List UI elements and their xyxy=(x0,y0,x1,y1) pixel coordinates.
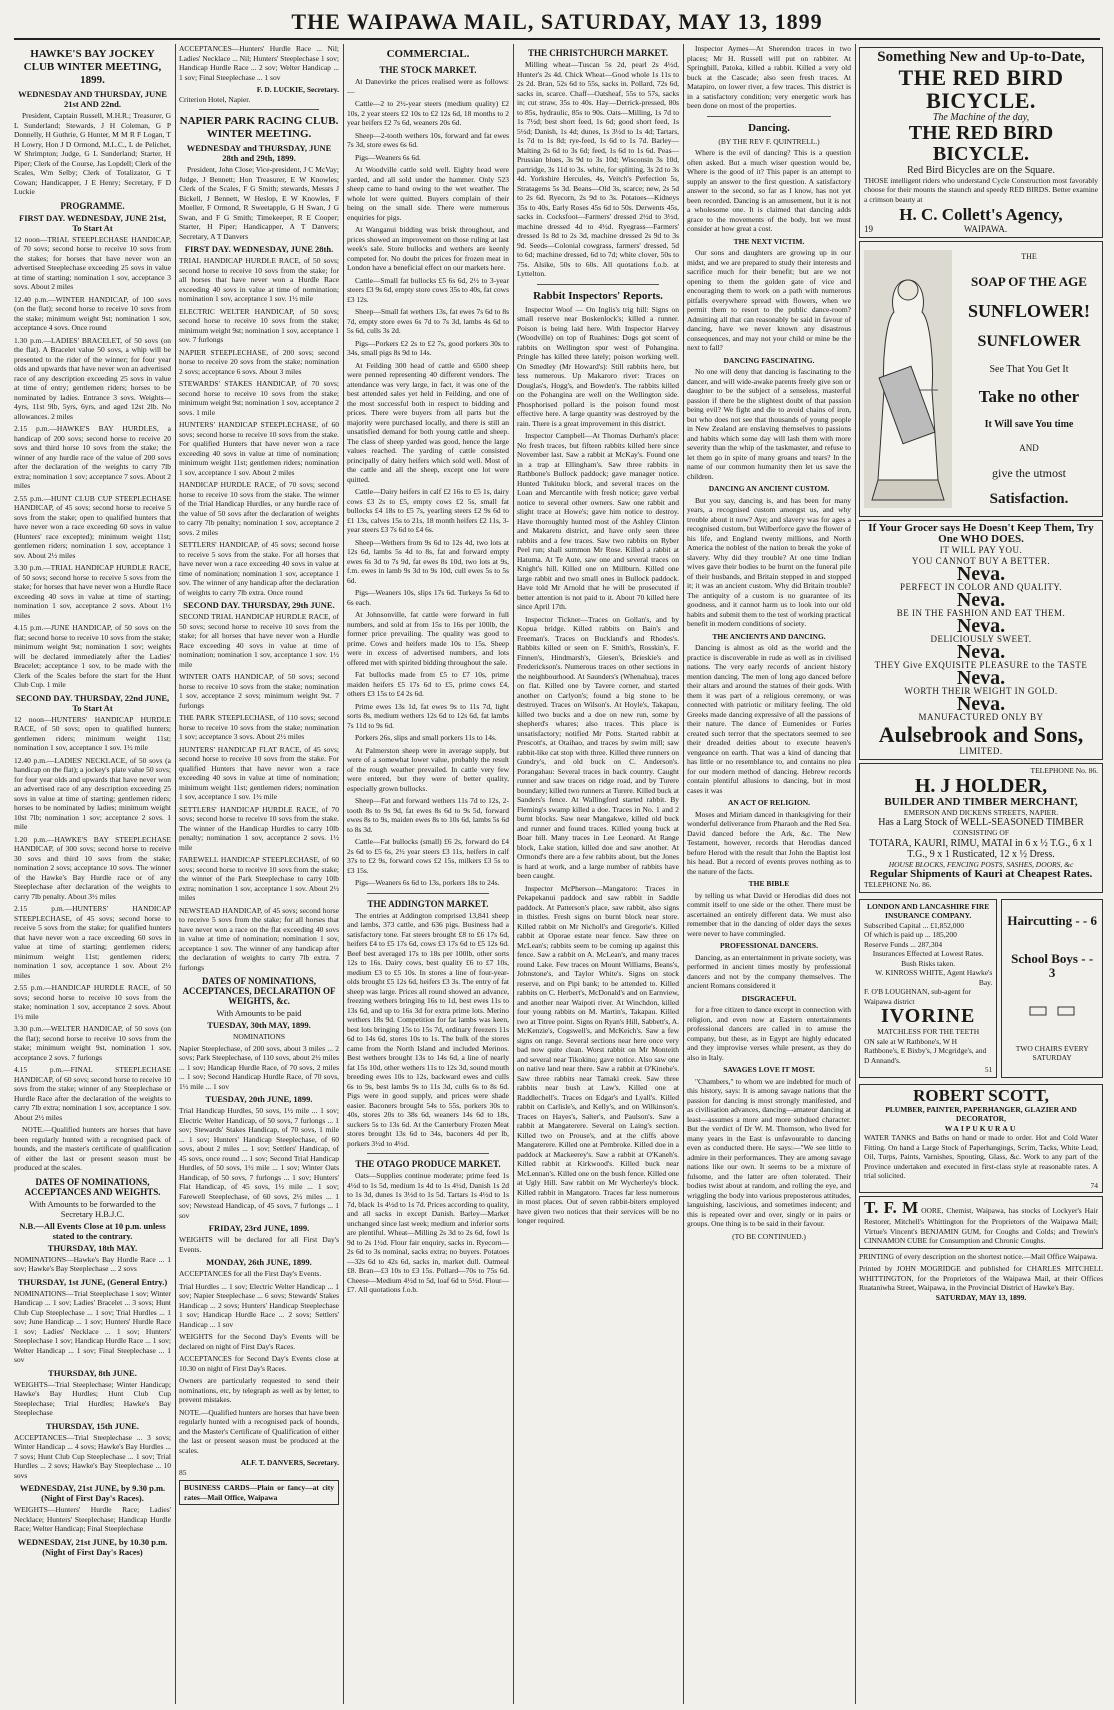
column-rule xyxy=(343,44,344,1704)
soap-brand: SUNFLOWER! xyxy=(967,300,1090,321)
insurance-paid: Of which is paid up ... 185,200 xyxy=(864,930,957,940)
dancing-heading: Dancing. xyxy=(748,121,790,134)
race-entry: ELECTRIC WELTER HANDICAP, of 50 sovs; second horse to receive 10 sovs from the stake; minimum weight 9st; nomination 1 sov, acceptance 1 sov. 7 furlongs xyxy=(179,306,339,344)
subheading: DANCING FASCINATING. xyxy=(723,355,815,365)
paragraph: Inspector Woof — On Inglis's trig hill: Signs on small reserve near Boskenlock's; killed a runner. Poison is being laid here. With Inspector Harvey (Woodville) on top of Ruahines: Dogs got scent of rabbits on Wellington spur west of Pohangina. Pringle has killed three lately; poison working well. On Smedley (Mr Howard's): Still rabbits here, but less numerous. Up Makaroro river: Traces on Douglas's, Hogg's, and Bowden's. The rabbits killed on the Pohangina are well on the Wellington side. Phosphorised pollard is the poison found most effective here. A large quantity was destroyed by the rain. There is a great improvement in this district. xyxy=(517,304,679,428)
race-entry: 12 noon—HUNTERS' HANDICAP HURDLE RACE, of 50 sovs; open to qualified hunters; gentlemen riders; minimum weight 11st; nomination 1 sov, acceptance 1 sov. 1½ mile xyxy=(14,714,171,752)
soap-tagline: See That You Get It xyxy=(989,364,1069,376)
race-entry: HANDICAP HURDLE RACE, of 70 sovs; second horse to receive 10 sovs from the stake. The winner of the Trial Handicap Hurdles, or any hurdle race of the value of 50 sovs after the declaration of weights to carry 7lb penalty; nomination 1 sov, acceptance 2 sovs. 2 miles xyxy=(179,480,339,537)
paragraph: Prime ewes 13s 1d, fat ewes 9s to 11s 7d, light sorts 8s, medium wethers 12s 6d to 12s 6d, fat lambs 7s 11d to 9s 6d. xyxy=(347,701,509,730)
neva-tagline: IT WILL PAY YOU. xyxy=(939,545,1023,556)
otago-heading: THE OTAGO PRODUCE MARKET. xyxy=(355,1159,501,1169)
acceptances-list: Trial Hurdles ... 1 sov; Electric Welter Handicap ... 1 sov; Napier Steeplechase ... 6 sovs; Stewards' Stakes Handicap ... 2 sovs; Hunters' Handicap Steeplechase 1 sov; Handicap Hurdle Race ... 2 sovs; Settlers' Handicap ... 1 sov xyxy=(179,1281,339,1329)
acceptances-note: ACCEPTANCES for all the First Day's Events. xyxy=(179,1269,322,1278)
paragraph: Moses and Miriam danced in thanksgiving for their wonderful deliverance from Pharaoh and the Red Sea. David danced before the Ark, &c. The New Testament, however, records that Herodias danced before Herod with the result that John the Baptist lost his head. But a record of events proves nothing as to the nature of the facts. xyxy=(687,809,851,876)
commercial-heading: COMMERCIAL. xyxy=(386,48,470,60)
scott-trade: PLUMBER, PAINTER, PAPERHANGER, GLAZIER AND DECORATOR, xyxy=(885,1104,1077,1124)
race-entry: WINTER OATS HANDICAP, of 50 sovs; second horse to receive 10 sovs from the stake; nomination 1 sov, acceptance 2 sovs; minimum weight 9st. 7 furlongs xyxy=(179,672,339,710)
neva-tagline: WORTH THEIR WEIGHT IN GOLD. xyxy=(904,686,1058,697)
nb-note: N.B.—All Events Close at 10 p.m. unless stated to the contrary. xyxy=(19,1220,166,1241)
paragraph: Sheep—Wethers from 9s 6d to 12s 4d, two lots at 12s 6d, lambs 5s 4d to 8s, fat and forward empty ewes 6s 3d to 7s 9d, fat ewes 8s 10d, two lots at 9s, f.m. ewes in lamb 9s 3d to 9s 10d, cull ewes 5s to 5s 6d. xyxy=(347,537,509,585)
race-entry: STEWARDS' STAKES HANDICAP, of 70 sovs; second horse to receive 10 sovs from the stake; minimum weight 9st; nomination 1 sov, acceptance 2 sovs. 1 mile xyxy=(179,379,339,417)
column-4 xyxy=(517,44,679,1704)
holder-address: EMERSON AND DICKENS STREETS, NAPIER. xyxy=(903,807,1059,817)
paragraph: At Danevirke the prices realised were as follows:— xyxy=(347,77,509,96)
date-heading: MONDAY, 26th JUNE, 1899. xyxy=(206,1257,312,1267)
paragraph: Sheep—Small fat wethers 13s, fat ewes 7s 6d to 8s 7d, empty store ewes 6s 7d to 7s 3d, lambs 4s 6d to 5s 6d, culls 3s 2d. xyxy=(347,307,509,335)
neva-brand: Neva. xyxy=(956,693,1006,716)
paragraph: Cattle—Fat bullocks (small) £6 2s, forward do £4 2s 6d to £5 6s, 2½ year steers £3 11s, heifers in calf 37s to £2 9s, forward cows £2 15s, milkers £3 5s to £3 15s. xyxy=(347,837,509,875)
paragraph: Pigs—Weaners 6s 6d. xyxy=(355,152,421,162)
paragraph: Cattle—2 to 2½-year steers (medium quality) £2 10s, 2 year steers £2 10s to £2 12s 6d, 18 months to 2 year heifers £2 7s 6d, weaners 20s 6d. xyxy=(347,99,509,127)
paragraph: Cattle—Small fat bullocks £5 6s 6d, 2½ to 3-year steers £3 9s 6d, empty store cows 35s to 40s, fat cows £3 12s. xyxy=(347,275,509,304)
paragraph: Porkers 26s, slips and small porkers 11s to 14s. xyxy=(355,733,497,742)
programme-heading: PROGRAMME. xyxy=(60,200,125,211)
paragraph: No one will deny that dancing is fascinating to the dancer, and will wide-awake parents freely give son or daughter to be the subject of a senseless, masterful passion if there be the slightest doubt of that passion being evil? We fight and die to avoid chains of iron, but who does not see that thousands of young people in New Zealand are enslaving themselves to passions and habits which some day will lash them with more severity than the whip of the taskmaster, and refuse to let them go in spite of many groans and tears? In the name of our common humanity then let us save the children. xyxy=(687,367,851,481)
red-bird-bicycle-ad xyxy=(859,47,1103,238)
secretary-signature: ALF. T. DANVERS, Secretary. xyxy=(240,1458,339,1467)
race-entry: TRIAL HANDICAP HURDLE RACE, of 50 sovs; second horse to receive 10 sovs from the stake; for all horses that have never won a Hurdle Race exceeding 40 sovs in value at time of nomination; nomination 1 sov, acceptance 1 sov. 1½ mile xyxy=(179,256,339,303)
divider xyxy=(367,1153,489,1154)
race-entry: 12 noon—TRIAL STEEPLECHASE HANDICAP, of 70 sovs; second horse to receive 10 sovs from the stakes; for horses that have never won an advertised Steeplechase exceeding 25 sovs in value at time of starting; nomination 1 sov, acceptance 3 sovs. About 2 miles xyxy=(14,234,171,291)
stock-market-heading: THE STOCK MARKET. xyxy=(379,65,477,75)
date-heading: FRIDAY, 23rd JUNE, 1899. xyxy=(208,1223,310,1233)
soap-tagline: AND xyxy=(1019,443,1039,454)
race-entry: 3.30 p.m.—WELTER HANDICAP, of 50 sovs (on the flat); second horse to receive 10 sovs from the stake; minimum weight 9st, nomination 1 sov, acceptance 2 sovs. 7 furlongs xyxy=(14,1024,171,1062)
paragraph: Our sons and daughters are growing up in our midst, and we are prepared to study their interests and sacrifice much for their benefit; but are we not opening to them the golden gate of vice and encouraging them to work on a path with numerous pitfalls everywhere spread with flowers, when we permit them to resort to the public dance-room? Admitting all that can reasonably be said in favour of dancing, have we never known any disastrous consequences, and may not your child or mine be the next to fall? xyxy=(687,248,851,352)
agency-town: WAIPAWA. xyxy=(963,224,1008,235)
holder-trade: BUILDER AND TIMBER MERCHANT, xyxy=(884,795,1078,808)
hotel-address: Criterion Hotel, Napier. xyxy=(179,94,251,104)
continued-note: (TO BE CONTINUED.) xyxy=(732,1231,806,1241)
date-heading: THURSDAY, 18th MAY. xyxy=(47,1242,138,1253)
jockey-club-dates: WEDNESDAY AND THURSDAY, JUNE 21st AND 22nd. xyxy=(18,89,167,109)
printing-ad: PRINTING of every description on the shortest notice.—Mail Office Waipawa. xyxy=(859,1251,1098,1261)
paragraph: Inspector Campbell—At Thomas Durham's place: No fresh traces, but fifteen rabbits killed here since November last. Saw a rabbit at McKay's. Found one in a trap at Ellingham's. Saw three rabbits in Rathbone's Bullock paddock; gave manager notice. Hunted Tukituku block, and several traces on the Loan and Mercantile with fresh notice; gave verbal notice to several other owners. Saw one rabbit and slight trace at Howe's; gave him notice to destroy. Have thoroughly hunted most of the Ashley Clinton and Makaretu district, and have only seen three rabbits and a few traces. Saw two rabbits on Ryber Peel run; shall summon Mr Rose. Killed a rabbit at Hatuma. At Te Aute, saw one and several traces on Knight's hill. Killed one on Millburn. Killed one large rabbit and two small ones in Bullock paddock. Have told Mr Arnold that he will be prosecuted if better attention is not paid to it. About 70 killed here since April 17th. xyxy=(517,431,679,611)
paragraph: Cattle—Dairy heifers in calf £2 16s to £5 1s, dairy cows £3 2s to £5, empty cows £2 5s, small fat bullocks £4 18s to £5 7s, yearling steers £2 9s 6d to £1 13s, calves 15s to 21s, 18 month heifers £2 11s, 3-year steers £3 7s 6d to £4 6s. xyxy=(347,487,509,534)
neva-brand: Neva. xyxy=(956,615,1006,638)
telephone: TELEPHONE No. 86. xyxy=(1030,766,1098,776)
dates-nominations-heading: DATES OF NOMINATIONS, ACCEPTANCES AND WEIGHTS. xyxy=(24,1176,161,1197)
byline: (BY THE REV F. QUINTRELL.) xyxy=(718,136,820,146)
race-entry: THE PARK STEEPLECHASE, of 110 sovs; second horse to receive 10 sovs from the stake; nomination 1 sov; acceptance 3 sovs. About 2½ miles xyxy=(179,713,339,741)
race-entry: HUNTERS' HANDICAP FLAT RACE, of 45 sovs; second horse to receive 10 sovs from the stake. For qualified Hunters that have never won a race exceeding 40 sovs in value at time of nomination; minimum weight 11st; gentlemen riders; nomination 1 sov, acceptance 1 sov. 1½ mile xyxy=(179,744,339,801)
neva-tagline: BE IN THE FASHION AND EAT THEM. xyxy=(896,608,1066,619)
owners-note: Owners are particularly requested to send their nominations, etc, by telegraph as well as by letter, to prevent mistakes. xyxy=(179,1376,339,1404)
rabbit-inspectors-heading: Rabbit Inspectors' Reports. xyxy=(533,289,663,302)
neva-headline: If Your Grocer says He Doesn't Keep Them, Try One WHO DOES. xyxy=(868,522,1094,546)
paragraph: Inspector Tickner—Traces on Gollan's, and by Kopua bridge. Killed rabbits on Bain's and Freeman's. Traces on Buckland's and Rhodes's. Rabbits killed or seen on F. Smith's, Rosskin's, F. Finnen's, Hindmarsh's, Giesen's, Brieskie's and Frederickson's. Numerous traces on other sections in the neighbourhood. At Saunders's (Whenahua), traces on flat. Killed one by Tavere corner, and started another on Carlyon's; found a big stone to be destroyed. Traces on Wilson's. At Hoyle's, Takapau, killed two bucks and a doe on new run, some by shepherd's whares; also traces. This place is unsatisfactory; notified Mr Potts. Started rabbit at Prescott's, at Otaihao, and traces by swim mill; saw rabbit-like cat stop with three. Killed three runners on Gundry's, and old buck on C. Anderson's. Porangahau: Several traces in back country. Caught runner and saw traces on ridge road, and by Turere boundary; killed two runners at Turere. Killed buck at Sanders's fence. At Wallingford started rabbit. By Fleming's swamp killed a doe. Traces in No. 1 and 2 burnt blocks. Saw near Mangakwe, killed old buck and runner and found traces. Killed young buck at Boar hill. Many traces in Lee Leonard. At Range block, Lake station, killed doe and saw another. At Ormond's there are a few rabbits about, but the Jones is hard at work, and a large number of rabbits have been caught. xyxy=(517,614,679,880)
column-6-ads xyxy=(859,44,1103,1704)
race-entry: 12.40 p.m.—LADIES' NECKLACE, of 50 sovs (a handicap on the flat); a jockey's plate value 50 sovs; for four year olds and upwards that have never won an advertised race of any description exceeding 25 sovs in value at time of starting; gentlemen riders; horses to be nominated by ladies; minimum weight 10st 7lb; nomination 1 sov; acceptance 2 sovs. 1 mile xyxy=(14,755,171,831)
soap-tagline: Satisfaction. xyxy=(989,490,1069,507)
race-entry: 1.30 p.m.—LADIES' BRACELET, of 50 sovs (on the flat). A Bracelet value 50 sovs, a whip will be presented to the rider of the winner; for four year olds and upwards that have never won an advertised race of any description exceeding 25 sovs in value at time of entry; gentlemen riders; horses to be nominated by ladies. Entrance 3 sovs. Weights—4yrs, 11st 9lb, 5yrs, 6yrs, and aged 12st 2lb. No allowances. 2 miles xyxy=(14,335,171,421)
divider xyxy=(707,116,831,117)
napier-park-dates: WEDNESDAY and THURSDAY, JUNE 28th and 29th, 1899. xyxy=(186,143,332,163)
race-entry: HUNTERS' HANDICAP STEEPLECHASE, of 60 sovs; second horse to receive 10 sovs from the stake. For qualified Hunters that have never won a race exceeding 40 sovs in value at time of nomination; minimum weight 11st; gentlemen riders; nomination 1 sov, acceptance 1 sov. About 2 miles xyxy=(179,420,339,477)
weights-list: WEIGHTS—Hunters' Hurdle Race; Ladies' Necklace; Hunters' Steeplechase; Handicap Hurdle Race; Welter Handicap; Final Steeplechase xyxy=(14,1505,171,1533)
subheading: PROFESSIONAL DANCERS. xyxy=(720,941,818,950)
date-heading: TUESDAY, 30th MAY, 1899. xyxy=(207,1020,311,1030)
barber-note: TWO CHAIRS EVERY SATURDAY xyxy=(1015,1043,1089,1063)
neva-tagline: YOU CANNOT BUY A BETTER. xyxy=(911,556,1051,567)
date-heading: THURSDAY, 15th JUNE. xyxy=(46,1420,139,1431)
imprint-date: SATURDAY, MAY 13, 1899. xyxy=(935,1292,1027,1302)
column-1 xyxy=(14,44,171,1704)
race-entry: 4.15 p.m.—FINAL STEEPLECHASE HANDICAP, of 60 sovs; second horse to receive 10 sovs from the stake; winner of any Steeplechase or Hurdle Race after the declaration of the weights to carry 7lb extra; nomination 1 sov, acceptance 1 sov. About 2½ miles xyxy=(14,1065,171,1122)
ad-code: 74 xyxy=(1090,1180,1098,1190)
insurance-agent: W. KINROSS WHITE, Agent Hawke's Bay. xyxy=(875,968,993,987)
column-5 xyxy=(687,44,851,1704)
weights-list: WEIGHTS—Trial Steeplechase; Winter Handicap; Hawke's Bay Hurdles; Hunt Club Cup Steeplechase; Trial Hurdles; Hawke's Bay Steeplechase xyxy=(14,1379,171,1417)
paragraph: Oats—Supplies continue moderate; prime feed 1s 4½d to 1s 5d, medium 1s 4d to 1s 4½d, Danish 1s 2d to 1s 3d, dunes 1s 3½d to 1s 5d. Tartars 1s 4½d to 1s 7d, black 1s 4½d to 1s 7d. Prices according to quality, and all sacks in except Danish. Barley—Market unchanged since last week; medium and inferior sorts are plentiful. Wheat—Milling 2s 3d to 2s 6d, fowl 1s 9d to 2s 1½d. Flour fair enquiry, sacks in. Ryecorn—2s 6d to 3s nominal, sacks extra; no buyers. Potatoes—32s 6d to 42s 6d, sacks in, market dull. Oatmeal £8. Bran—£3 10s to £3 15s. Pollard—70s to 75s 6d. Cheese—Medium 4½d to 5d, loaf 6d to 5½d. Flour—£7. All quotations f.o.b. xyxy=(347,1171,509,1294)
subheading: THE NEXT VICTIM. xyxy=(733,236,805,246)
acceptances-list: ACCEPTANCES—Hunters' Hurdle Race ... Nil; Ladies' Necklace ... Nil; Hunters' Steeplechase 1 sov; Handicap Hurdle Race ... 2 sov; Welter Handicap ... 1 sov; Final Steeplechase ... 1 sov xyxy=(179,44,339,82)
column-rule xyxy=(855,44,856,1704)
paragraph: Pigs—Weaners 10s, slips 17s 6d. Turkeys 5s 6d to 6s each. xyxy=(347,588,509,607)
subheading: SAVAGES LOVE IT MOST. xyxy=(723,1065,815,1074)
neva-tagline: DELICIOUSLY SWEET. xyxy=(930,634,1032,645)
divider xyxy=(199,109,319,110)
barber-ad xyxy=(1001,899,1103,1078)
woman-with-soap-illustration xyxy=(864,250,952,508)
race-entry: 2.55 p.m.—HUNT CLUB CUP STEEPLECHASE HANDICAP, of 45 sovs; second horse to receive 5 sovs from the stake; open to qualified hunters that have never won a race exceeding 60 sovs in value (Hunters' race excepted); minimum weight 11st; gentlemen riders; nomination 1 sov, acceptance 1 sov. About 2½ miles xyxy=(14,493,171,560)
second-day-heading: SECOND DAY. THURSDAY, 29th JUNE. xyxy=(183,600,335,610)
holder-consisting: CONSISTING OF xyxy=(952,828,1010,838)
race-entry: 4.15 p.m.—JUNE HANDICAP, of 50 sovs on the flat; second horse to receive 10 sovs from the stake; minimum weight 9st; nomination 1 sov; weights will be declared immediately after the Ladies' Bracelet; acceptance 1 sov, to be made with the Clerk of the Scales before the start for the Hunt Club Cup. 1 mile xyxy=(14,623,171,689)
neva-brand: Neva. xyxy=(956,667,1006,690)
ad-code: 19 xyxy=(864,224,873,235)
chemist-ad xyxy=(859,1196,1103,1248)
first-day-heading: FIRST DAY. WEDNESDAY, JUNE 28th. xyxy=(184,244,334,254)
masthead xyxy=(14,6,1100,40)
addington-heading: THE ADDINGTON MARKET. xyxy=(367,898,489,909)
paragraph: At Palmerston sheep were in average supply, but were of a somewhat lower value, probably the result of the rough weather prevailed. In cattle very few were entered, but they were of better quality, especially grown bullocks. xyxy=(347,745,509,793)
soap-tagline: Take no other xyxy=(978,387,1080,407)
insurance-note: Insurances Effected at Lowest Rates. xyxy=(872,949,984,959)
nominations-heading: NOMINATIONS xyxy=(232,1032,286,1041)
first-day-heading: FIRST DAY. WEDNESDAY, JUNE 21st, To Start At xyxy=(19,212,166,233)
date-heading: THURSDAY, 1st JUNE, (General Entry.) xyxy=(17,1276,168,1287)
paragraph: At Feilding 300 head of cattle and 6500 sheep were penned representing 40 different vendors. The attendance was very large, in fact, it was one of the best attended sales yet held in Feilding, and one of the most successful both in respect to bidding and prices. There were buyers from all parts but the majority were purchased locally, and there is still an unsatisfied demand for both young cattle and sheep. The class of sheep yarded was good, hence the large values reached. The yarding of cattle consisted principally of dairy heifers which sold well. Most of the cattle and all the sheep, except one lot were quitted. xyxy=(347,360,509,484)
race-entry: SETTLERS' HANDICAP HURDLE RACE, of 70 sovs; second horse to receive 10 sovs from the stake. The winner of the Handicap Hurdles to carry 10lb penalty; nomination 1 sov, acceptance 2 sovs. 1½ mile xyxy=(179,804,339,852)
insurance-ad xyxy=(859,899,997,1078)
weights-note: WEIGHTS will be declared for all First Day's Events. xyxy=(179,1235,339,1254)
insurance-capital: Subscribed Capital ... £1,852,000 xyxy=(864,920,964,930)
subheading: DISGRACEFUL xyxy=(741,993,797,1003)
scott-town: WAIPUKURAU xyxy=(944,1123,1018,1133)
insurance-risks: Bush Risks taken. xyxy=(901,958,956,968)
acceptances-list: ACCEPTANCES—Trial Steeplechase ... 3 sovs; Winter Handicap ... 4 sovs; Hawke's Bay Hurdles ... 7 sovs; Hunt Club Cup Steeplechase ... 1 sov; Trial Hurdles ... 2 sovs; Hawke's Bay Steeplechase ... 10 sovs xyxy=(14,1432,171,1480)
paragraph: But you say, dancing is, and has been for many years, a recognised custom amongst us, and why trouble about it now? Aye; and slavery was for ages a recognised custom, but Wilberforce gave the flower of his life, and England twenty millions, and North America the noblest of the nation to break the yoke of slavery. Why did they trouble? At one time Indian wives gave their bodies to be burnt on the funeral pile of their husbands, and Britain stepped in and stopped it; it was an ancient custom. Why did Britain trouble? The antiquity of a custom is no guarantee of its goodness, and it cannot harm us to look into our old habits and submit them to the test of working practical benefit in modern conditions of society. xyxy=(687,495,851,628)
ad-code: 51 xyxy=(984,1065,993,1075)
soap-illustration xyxy=(862,244,954,514)
note: NOTE.—Qualified hunters are horses that have been regularly hunted with a recognised pack of hounds, and the master's certificate of qualification of either the last or present season must be produced at the scales. xyxy=(14,1125,171,1172)
paragraph: Inspector Aymes—At Sherendon traces in two places; Mr H. Russell will put on rabbiter. At Springhill, Patoka, killed a rabbit. Killed a very old buck at the Cascade; also seen fresh traces. At Matapiro, on lower river, a few traces. This district is in a satisfactory condition; very energetic work has been done on most of the properties. xyxy=(687,44,851,110)
neva-tagline: PERFECT IN COLOR AND QUALITY. xyxy=(900,582,1062,593)
telephone: TELEPHONE No. 86. xyxy=(864,880,932,890)
nominations-list: NOMINATIONS—Trial Steeplechase 1 sov; Winter Handicap ... 1 sov; Ladies' Bracelet ... 3 sovs; Hunt Club Cup Steeplechase ... 1 sov; Trial Hurdles ... 1 sov; June Handicap ... 1 sov; Hunters' Hurdle Race 1 sov; Ladies' Necklace ... 1 sov; Hunters' Steeplechase 1 sov; Handicap Hurdle Race ... 1 sov; Welter Handicap ... 1 sov; Final Steeplechase ... 1 sov xyxy=(14,1288,171,1364)
holder-items: HOUSE BLOCKS, FENCING POSTS, SASHES, DOORS, &c xyxy=(888,859,1074,869)
soap-label: THE xyxy=(1021,251,1037,261)
subheading: AN ACT OF RELIGION. xyxy=(727,798,811,807)
divider xyxy=(537,284,659,285)
paragraph: The entries at Addington comprised 13,841 sheep and lambs, 373 cattle, and 636 pigs. Business had a satisfactory tone. Fat steers brought £8 to £6 17s 6d, heifers £4 to £5 17s 6d, cows £3 17s 6d to £5 12s 6d. Beef best averaged 17s to 18s per 100lb, other sorts 12s to 16s. Dairy cows, best quality £6 to £7 10s, medium £3 to £5 10s. In stores a line of four-year-olds brought £5 12s 6d, heifers £3 3s. The entry of fat sheep was large. Prices all round showed an advance, freezing wethers bringing 16s to 1d, best ewes 11s to 13s 6d, and up to 16s 3d for extra prime lots. Merino wethers 18s 9d. Competition for fat lambs was keen, best lots bringing 15s to 15s 7d, ordinary freezers 11s 6d to 14s 6d, stores 10s to 1s. The bulk of the stores came from the North Island and included Merinos. Best wethers brought 13s to 14s 6d, a line of nearly fat 15s 10d, other wethers 11s to 12s 3d, sound mouth breeding ewes 10s to 12s, backward ewes and culls 6s to 9s, best lambs 9s to 11s 3d, culls 6s to 8s 6d. Pigs were in good supply, and prices were shade easier. Baconers brought 54s to 55s, porkers 30s to 40s, stores 20s to 38s 6d, weaners 14s 6d to 18s, suckers 5s to 13s 6d. At the Canterbury Frozen Meat stores brought 13s 6d to 34s, baconers 4d per lb, porkers 3½d to 4½d. xyxy=(347,910,509,1148)
nominations-list: Napier Steeplechase, of 200 sovs, about 3 miles ... 2 sovs; Park Steeplechase, of 110 sovs, about 2½ miles ... 1 sov; Handicap Hurdle Race, of 70 sovs, 2 miles ... 1 sov; Second Handicap Hurdle Race, of 70 sovs, 1½ mile ... 1 sov xyxy=(179,1043,339,1091)
date-heading: WEDNESDAY, 21st JUNE, by 10.30 p.m. (Night of First Day's Races) xyxy=(17,1536,168,1557)
neva-tagline: THEY Give EXQUISITE PLEASURE to the TASTE xyxy=(874,660,1088,671)
soap-headline: SOAP OF THE AGE xyxy=(971,274,1087,290)
nominations-list: Trial Handicap Hurdles, 50 sovs, 1½ mile ... 1 sov; Electric Welter Handicap, of 50 sovs, 7 furlongs ... 1 sov; Stewards' Stakes Handicap, of 70 sovs, 1 mile ... 1 sov; Hunters' Handicap Steeplechase, of 60 sovs, about 2 miles ... 1 sov; Settlers' Handicap, of 45 sovs, once round ... 1 sov; Second Trial Handicap Hurdles, of 50 sovs, 1½ mile ... 1 sov; Winter Oats Handicap, of 50 sovs, 7 furlongs ... 1 sov; Hunters' Flat Handicap, of 45 sovs, 1½ mile ... 1 sov; Farewell Steeplechase, of 60 sovs, 2½ miles ... 1 sov; Newstead Handicap, of 45 sovs, 7 furlongs ... 1 sov xyxy=(179,1106,339,1220)
column-3 xyxy=(347,44,509,1704)
holder-shipments: Regular Shipments of Kauri at Cheapest Rates. xyxy=(869,868,1093,881)
soap-tagline: give the utmost xyxy=(992,465,1066,480)
paragraph: At Woodville cattle sold well. Eighty head were yarded, and all sold under the hammer. Only 523 sheep came to hand owing to the wet weather. The whole lot were quitted. Buyers complain of their being on the small side. There were numerous enquiries for pigs. xyxy=(347,165,509,222)
agency-name: H. C. Collett's Agency, xyxy=(899,205,1063,225)
ad-code: 85 xyxy=(179,1467,187,1477)
paragraph: Sheep—2-tooth wethers 10s, forward and fat ewes 7s 3d, store ewes 6s 6d. xyxy=(347,130,509,149)
column-rule xyxy=(175,44,176,1704)
race-entry: NEWSTEAD HANDICAP, of 45 sovs; second horse to receive 5 sovs from the stake; for all horses that have never won a race on the flat exceeding 40 sovs in value at time of nomination; nomination 1 sov, acceptance 1 sov. The winner of any handicap after the declaration of weights to carry 7lb extra. 7 furlongs xyxy=(179,905,339,972)
scott-text: WATER TANKS and Baths on hand or made to order. Hot and Cold Water Fitting. On hand a Large Stock of Paperhangings, Scrim, Tacks, White Lead, Oil, Turps, Paints, Varnishes, Spouting, Glass, &c. Work to any part of the Province undertaken and executed in first-class style at reasonable rates. A trial solicited. xyxy=(864,1133,1098,1181)
paragraph: Inspector McPherson—Mangatoro: Traces in Pekapekanui paddock and saw rabbit in Saddle paddock. At Patterson's place, saw rabbit, also signs in thistles. Fresh signs on burnt block near store. Killed rabbit on Mr Nicholl's and Gregorie's. Killed rabbit at Oporae estate near fence. Saw three on McLean's; rabbits seem to be coming up against this fence. Saw a rabbit on A. McLean's, and many traces round Lake. Few traces on Mount Williams, Beans's, Johnstone's, and Taylor White's. Signs on stock reserve, and on Pipi bank; to be attended to. Killed rabbits on C. Herbert's, McDonald's and on Earnview, and another near Waipoti river. At Winchdon, killed four young rabbits on M. Martin's, Takapau. Killed two at Titree point. Signs on Ryan's Hill, Sabbett's, A. McKenzie's, Cogswell's, and McKeich's. Saw a few signs on range. Several sections near here once very bad now quite clean. Worst rabbit on Mr Monteith and several near Tikokino; gave notice. Also saw one on native land near there. Saw a rabbit at O'Kinehe's. Saw three rabbits near Tamaki creek. Saw three rabbits near bush at Law's. Killed one at Raddlechell's. Traces on Edgar's and Lyall's. Killed rabbit on Carlisle's, and Kelly's, and on Wilkinson's. Traces on Hayes's, Salter's, and Paulson's. Saw a rabbit at Mangaterere. Several on Laing's section. Killed two on Prouse's, and at the cliffs above Mangaterere. Killed one at Pembroke. Killed doe in a paddock at Mackeerey's. Saw a rabbit at O'Kaneh's. Killed rabbit at Kirkwood's. Killed buck near McLennan's. Killed one on the bush fence. Killed one at Ugly Hill. Saw rabbit on Mr Wycherley's block. Killed rabbit in Mangatoro. Traces far less numerous in most places. Out of seven rabbit-biters employed have given two notices that their services will be no longer required. xyxy=(517,883,679,1225)
race-entry: 1.20 p.m.—HAWKE'S BAY STEEPLECHASE HANDICAP, of 300 sovs; second horse to receive 30 sovs and third 10 sovs from the stake; nomination 2 sovs; acceptance 10 sovs. The winner of the Hawke's Bay Hurdle race or of any Steeplechase after declaration of the weights to carry 7lb penalty. About 3½ miles xyxy=(14,834,171,901)
paragraph: At Johnsonville, fat cattle were forward in full numbers, and sold at from 15s to 16s per 100lb, the former price prevailing. The quality was good to prime. Cows and heifers made 10s to 15s. Sheep were in excess of advertised numbers, and lots offered met with spirited bidding throughout the sale. xyxy=(347,610,509,667)
chemist-text: OORE, Chemist, Waipawa, has stocks of Lockyer's Hair Restorer, Mitchell's Whittington for the Proprietors of the Waipawa Mail; Virtue's Vincent's BENJAMIN GUM, for Coughs and Colds; and Trewin's CINNAMON CUBE for Consumption and Chronic Coughs. xyxy=(864,1206,1099,1246)
jockey-club-officers: President, Captain Russell, M.H.R.; Treasurer, G L Sunderland; Stewards, J H Coleman, G P Donnelly, H Guthrie, G Hunter, M M R F Logan, T H Lowry, Hon J D Ormond, M.L.C., L de Pelichet, W Shrimpton; Judge, G L Sunderland; Starter, H Piper; Clerk of the Course, Jas Lopdell; Clerk of the Scales, Wm Selby; Clerk of Totalizator, G T Cowan; Handicapper, J E Henry; Secretary, F D Luckie xyxy=(14,111,171,196)
paragraph: for a free citizen to dance except in connection with religion, and even now at Eastern entertainments professional dancers are called in to amuse the company, but these, as in Egypt are highly educated and they improvise verses while present, as they do also in Italy. xyxy=(687,1005,851,1062)
nominations-list: NOMINATIONS—Hawke's Bay Hurdle Race ... 1 sov; Hawke's Bay Steeplechase ... 2 sovs xyxy=(14,1254,171,1273)
paragraph: Sheep—Fat and forward wethers 11s 7d to 12s, 2-tooth 8s to 9s 9d, fat ewes 8s 6d to 9s 5d, forward ewes 8s to 9s, maiden ewes 8s to 10s 6d, lambs 5s 6d to 8s 3d. xyxy=(347,796,509,834)
scott-name: ROBERT SCOTT, xyxy=(913,1085,1049,1105)
subheading: DANCING AN ANCIENT CUSTOM. xyxy=(708,484,830,493)
paragraph: Milling wheat—Tuscan 5s 2d, pearl 2s 4½d, Hunter's 2s 4d. Chick Wheat—Good whole 1s 11s to 2s 2d. Bran, 52s 6d to 55s, sacks in. Pollard, 72s 6d, sacks in, scarce. Chaff—Oatsheaf, 55s to 57s, sacks in; cut straw, 35s to 40s. Hay—Derrick-pressed, 80s to 85s, hydraulic, 85s to 90s. Oats—Milling, 1s 7d to 1s 7½d; best short feed, 1s 6d; good short feed, 1s 5½d; Danish, 1s 4d; dunes, 1s 3½d to 1s 4d; Tartars, 1s 7d to 1s 8d; rye-feed, 1s 6d to 1s 7d. Barley—Malting 2s 6d to 3s 6d; feed, 1s 6d to 1s 6d. Peas—Prussian blues, 3s 9d to 3s 10d; Wisconsin 3s 10d, partridge, 3s 11d to 3s. white, for splitting, 3s 2d to 3s 4d. Yorkshire Hercules, 4s, Veitch's Perfection 5s, Stratagems 5s 3d. Beans—Old 3s, scarce; new, 2s 5d to 2s 6d. Ryecorn, 2s 9d to 3s. Potatoes—Kidneys 35s to 40s, Early Roses 45s 6d to 50s. Derwents 45s, sacks in. Cocksfoot—Farmers' dressed 2½d to 3½d, machine dressed 4d to 4½d. Ryegrass—Farmers' dressed 1s 8d to 2s 3d, machine dressed 2s 9d to 3s 9d. Seeds—Colonial cowgrass, farmers' dressed, 5d to 6d; machine dressed, 6d to 7d; white clover, 50s to 75s. Alsike, 50s to 60s. All quotations f.o.b. at Lyttelton. xyxy=(517,60,679,278)
insurance-reserve: Reserve Funds ... 287,304 xyxy=(864,939,943,949)
holder-timber: TOTARA, KAURI, RIMU, MATAI in 6 x ½ T.G., 6 x 1 T.G., 9 x 1 Rusticated, 12 x ½ Dress. xyxy=(869,837,1093,860)
second-day-heading: SECOND DAY. THURSDAY, 22nd JUNE, To Start At xyxy=(15,692,170,713)
schoolboys-price: School Boys - - 3 xyxy=(1011,950,1094,980)
date-heading: TUESDAY, 20th JUNE, 1899. xyxy=(205,1094,313,1104)
paragraph: Where is the evil of dancing? This is a question often asked. But a much wiser question would be, Where is the good of it? This paper is an attempt to supply an answer to the first question. A satisfactory answer to the second, so far as I know, has not yet been recorded. Dancing is an amusement, but it is not a wholesome one. It is claimed that dancing adds grace to the movements of the body, but we must consider at how great a cost. xyxy=(687,148,851,233)
neva-brand: Neva. xyxy=(956,563,1006,586)
ivorine-tagline: MATCHLESS FOR THE TEETH xyxy=(877,1027,980,1037)
christchurch-heading: THE CHRISTCHURCH MARKET. xyxy=(527,48,669,58)
soap-tagline: It Will save You time xyxy=(984,419,1074,431)
paragraph: At Wanganui bidding was brisk throughout, and prices showed an improvement on those ruling at last week's sale. Store bullocks and wethers are keenly competed for. No doubt the prices for frozen meat in London have a beneficial effect on our markets here. xyxy=(347,225,509,272)
napier-park-title: NAPIER PARK RACING CLUB. WINTER MEETING. xyxy=(179,115,339,140)
column-rule xyxy=(513,44,514,1704)
dates-nominations-text: With Amounts to be forwarded to the Secretary H.B.J.C. xyxy=(29,1198,156,1219)
ad-text: THOSE intelligent riders who understand Cycle Construction most favorably choose for their mounts the staunch and speedy RED BIRDS. Better examine a crimson beauty at xyxy=(864,175,1098,204)
ad-headline: THE RED BIRD BICYCLE. xyxy=(908,121,1054,165)
neva-brand: Neva. xyxy=(956,641,1006,664)
secretary-signature: F. D. LUCKIE, Secretary. xyxy=(256,85,339,94)
holder-stock: Has a Larg Stock of WELL-SEASONED TIMBER xyxy=(878,817,1084,829)
subheading: THE ANCIENTS AND DANCING. xyxy=(712,631,826,641)
race-entry: SETTLERS' HANDICAP, of 45 sovs; second horse to receive 5 sovs from the stake. For all horses that have never won a race exceeding 40 sovs in value at time of nomination; nomination 1 sov, acceptance 1 sov. The winner of any handicap after the declaration of weights to carry 7lb extra. Once round xyxy=(179,540,339,597)
chair-icon xyxy=(1022,1005,1082,1017)
chemist-initials: T. F. M xyxy=(864,1198,919,1218)
manufacturer-suffix: LIMITED. xyxy=(959,746,1003,757)
paragraph: Pigs—Weaners 6s 6d to 13s, porkers 18s to 24s. xyxy=(355,878,500,887)
ad-tagline: Red Bird Bicycles are on the Square. xyxy=(906,164,1055,176)
soap-brand: SUNFLOWER xyxy=(977,333,1081,351)
insurance-title: LONDON AND LANCASHIRE FIRE INSURANCE COMPANY. xyxy=(867,901,990,921)
race-entry: SECOND TRIAL HANDICAP HURDLE RACE, of 50 sovs; second horse to receive 10 sovs from the stake; for all horses that have never won a Hurdle Race exceeding 40 sovs in value at time of nomination; nomination 1 sov, acceptance 1 sov. 1½ mile xyxy=(179,612,339,669)
business-cards-ad: BUSINESS CARDS—Plain or fancy—at city rates—Mail Office, Waipawa xyxy=(179,1480,339,1505)
manufacturer-name: Aulsebrook and Sons, xyxy=(878,722,1084,748)
ad-headline: Something New and Up-to-Date, xyxy=(877,49,1085,65)
date-heading: WEDNESDAY, 21st JUNE, by 9.30 p.m. (Night of First Day's Races). xyxy=(19,1483,166,1503)
scott-plumber-ad xyxy=(859,1084,1103,1193)
race-entry: 2.15 p.m.—HUNTERS' HANDICAP STEEPLECHASE, of 45 sovs; second horse to receive 5 sovs from the stake; for qualified hunters that have never won a race exceeding 60 sovs in value at time of starting; gentlemen riders; minimum weight 11st; gentlemen riders; nomination 1 sov, acceptance 1 sov. About 2½ miles xyxy=(14,904,171,980)
haircutting-price: Haircutting - - 6 xyxy=(1007,913,1097,928)
race-entry: 2.15 p.m.—HAWKE'S BAY HURDLES, a handicap of 200 sovs; second horse to receive 20 sovs and third horse 10 sovs from the stake; the winner of any hurdle race of the value of 200 sovs after the declaration of the weights to carry 7lb extra; nomination 1 sov; acceptance 7 sovs. About 2 miles xyxy=(14,424,171,490)
ad-tagline: The Machine of the day, xyxy=(932,111,1030,123)
race-entry: NAPIER STEEPLECHASE, of 200 sovs; second horse to receive 20 sovs from the stake; nomination 2 sovs; acceptance 6 sovs. About 3 miles xyxy=(179,347,339,376)
jockey-club-title: HAWKE'S BAY JOCKEY CLUB WINTER MEETING, 1899. xyxy=(23,48,162,86)
date-heading: THURSDAY, 8th JUNE. xyxy=(48,1367,137,1378)
paragraph: Dancing, as an entertainment in private society, was performed in ancient times mostly by professional dancers and not by the company themselves. The ancient Romans considered it xyxy=(687,952,851,990)
race-entry: FAREWELL HANDICAP STEEPLECHASE, of 60 sovs; second horse to receive 10 sovs from the stake; the winner of the Park Steeplechase to carry 10lb extra; nomination 1 sov, acceptance 1 sov. About 2½ miles xyxy=(179,855,339,902)
subheading: THE BIBLE xyxy=(748,879,790,888)
napier-park-officers: President, John Close; Vice-president, J C McVay; Judge, J Bennett; Hon Treasurer, E W Knowles; Clerk of the Scales, F G Smith; stewards, Messrs J Bickell, J Bennett, W Heslop, E W Knowles, F Moeller, F Ormond, R Sweetapple, G H Swan, J G Swan, and F G Smith; Timekeeper, R E Cooper; Starter, H Piper; Handicapper, A T Danvers; Secretary, A T Danvers xyxy=(179,165,339,241)
column-rule xyxy=(683,44,684,1704)
amounts-note: With Amounts to be paid xyxy=(216,1008,302,1018)
paragraph: by telling us what David or Herodias did does not commit itself to one side or the other. There must be ascertained an entirely different data. We must also remember that in the dancing of older days the sexes were never to have commingled. xyxy=(687,890,851,938)
holder-timber-ad xyxy=(859,763,1103,893)
neva-ad xyxy=(859,520,1103,760)
imprint: Printed by JOHN MOGRIDGE and published for CHARLES MITCHELL WHITTINGTON, for the Proprietors of the Waipawa Mail, at their Offices Ruataniwha Street, Waipawa, in the Provincial District of Hawke's Bay. xyxy=(859,1264,1103,1293)
sunflower-soap-ad xyxy=(859,241,1103,517)
masthead-title: THE WAIPAWA MAIL, SATURDAY, MAY 13, 1899 xyxy=(291,9,823,34)
race-entry: 3.30 p.m.—TRIAL HANDICAP HURDLE RACE, of 50 sovs; second horse to receive 5 sovs from the stake; for horses that have never won a Hurdle Race exceeding 40 sovs in value at time of starting; nomination 1 sov, acceptance 2 sovs. About 1½ miles xyxy=(14,563,171,620)
divider xyxy=(367,893,489,894)
race-entry: 2.55 p.m.—HANDICAP HURDLE RACE, of 50 sovs; second horse to receive 10 sovs from the stake; nomination 1 sov, acceptance 2 sovs. About 1½ mile xyxy=(14,983,171,1021)
column-2 xyxy=(179,44,339,1704)
weights-note: WEIGHTS for the Second Day's Events will be declared on night of First Day's Races. xyxy=(179,1332,339,1351)
ivorine-brand: IVORINE xyxy=(880,1005,976,1028)
ivorine-text: ON sale at W Rathbone's, W H Rathbone's, E Bixby's, J Mcgridge's, and D Annand's. xyxy=(864,1036,987,1065)
paragraph: Pigs—Porkers £2 2s to £2 7s, good porkers 30s to 34s, small pigs 8s 9d to 14s. xyxy=(347,338,509,357)
neva-tagline: MANUFACTURED ONLY BY xyxy=(918,712,1044,723)
race-entry: 12.40 p.m.—WINTER HANDICAP, of 100 sovs (on the flat); second horse to receive 10 sovs from the stake; minimum weight 9st; nomination 1 sov, acceptance 4 sovs. Once round xyxy=(14,294,171,332)
insurance-subagent: F. O'B LOUGHNAN, sub-agent for Waipawa district xyxy=(864,987,971,1006)
note: NOTE.—Qualified hunters are horses that have been regularly hunted with a recognised pack of hounds, and the Master's Certificate of Qualification of either the last or present season must be produced at the scales. xyxy=(179,1407,339,1455)
paragraph: Dancing is almost as old as the world and the practice is discoverable in rude as well as in civilised nations. The very early records of ancient history mention dancing. The men of long ago danced before their altars and around the statues of their gods. With them it was part of a religious ceremony, or was connected with patriotic or military feeling. The old Greeks made dancing expressive of all the passions of their nature. The dance of Eumenides or Furies created such terror that the spectators seemed to see their dreaded deities about to execute heaven's vengeance on earth. That was a kind of dancing that has little or no resemblance to, and contains no plea for our modern method of dancing. Hebrew records contain plentiful allusions to dancing, but in most cases it was xyxy=(687,643,851,795)
neva-brand: Neva. xyxy=(956,589,1006,612)
holder-name: H. J HOLDER, xyxy=(914,774,1048,797)
ad-headline: THE RED BIRD BICYCLE. xyxy=(898,64,1064,113)
dates-heading: DATES OF NOMINATIONS, ACCEPTANCES, DECLARATION OF WEIGHTS, &c. xyxy=(182,976,336,1006)
acceptances-note: ACCEPTANCES for Second Day's Events close at 10.30 on night of First Day's Races. xyxy=(179,1354,339,1373)
paragraph: Fat bullocks made from £5 to £7 10s, prime maiden heifers £5 17s 6d to £5, prime cows £4, others £3 15s to £4 2s 6d. xyxy=(347,670,509,698)
paragraph: "Chambers," to whom we are indebted for much of this history, says: It is among savage nations that the passion for dancing is most strongly manifested, and as civilisation advances, dancing—amateur dancing at least—assumes a more and more subdued character. But the verdict of Dr W. M. Thomson, who lived for many years in the East is unfavourable to dancing even as conducted there. He says:—"We see little to admire in their performances. They are among savage nations like our own. It seems to be a mixture of fulsome, and the latter are often tolerated. Their bodies twist about at random, and rolling the eye, and wriggling the body into various preposterous attitudes, languishing, lascivious, and sometimes indecent; and this is repeated over and over, singly or in pairs or groups. One thing is to be said in their favour. xyxy=(687,1076,851,1228)
